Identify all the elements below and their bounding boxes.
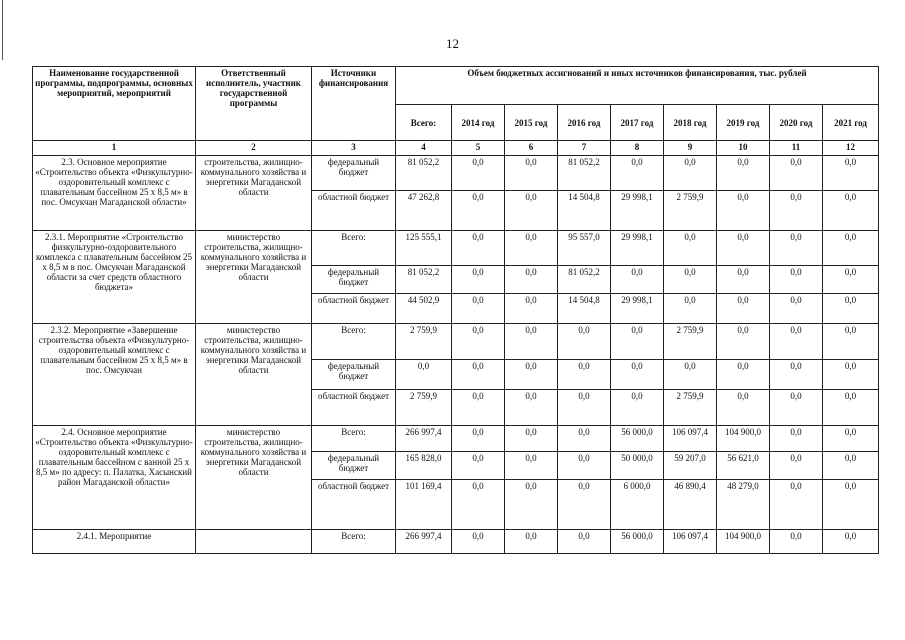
- year-value: 0,0: [770, 530, 823, 554]
- year-value: 0,0: [452, 266, 505, 294]
- year-value: 81 052,2: [558, 266, 611, 294]
- year-value: 6 000,0: [611, 480, 664, 530]
- year-value: 95 557,0: [558, 231, 611, 266]
- col-index: 5: [452, 141, 505, 156]
- year-value: 106 097,4: [664, 426, 717, 452]
- year-value: 0,0: [452, 530, 505, 554]
- year-value: 0,0: [505, 360, 558, 390]
- total-value: 81 052,2: [396, 266, 452, 294]
- year-value: 0,0: [823, 324, 879, 360]
- year-value: 0,0: [770, 231, 823, 266]
- year-value: 0,0: [558, 360, 611, 390]
- funding-source: Всего:: [312, 530, 396, 554]
- year-value: 0,0: [505, 231, 558, 266]
- year-value: 0,0: [664, 266, 717, 294]
- year-value: 0,0: [505, 191, 558, 231]
- executor: министерство строительства, жилищно-коммунального хозяйства и энергетики Магаданской области: [196, 231, 312, 324]
- budget-table-body: [33, 156, 879, 554]
- year-value: 0,0: [611, 390, 664, 426]
- year-value: 0,0: [823, 266, 879, 294]
- total-value: 165 828,0: [396, 452, 452, 480]
- executor: строительства, жилищно-коммунального хозяйства и энергетики Магаданской области: [196, 156, 312, 231]
- activity-name: 2.3.2. Мероприятие «Завершение строительства объекта «Физкультурно-оздоровительный комплекс с плавательным бассейном 25 х 8,5 м» в пос. Омсукчан: [33, 324, 196, 426]
- header-row: [33, 67, 879, 105]
- year-value: 0,0: [558, 426, 611, 452]
- year-value: 0,0: [664, 231, 717, 266]
- year-value: 0,0: [717, 156, 770, 191]
- year-value: 29 998,1: [611, 294, 664, 324]
- col-index: 6: [505, 141, 558, 156]
- activity-name: 2.3. Основное мероприятие «Строительство объекта «Физкультурно-оздоровительный комплекс с плавательным бассейном 25 х 8,5 м» в пос. Омсукчан Магаданской области»: [33, 156, 196, 231]
- year-value: 2 759,9: [664, 390, 717, 426]
- header-year: 2017 год: [611, 105, 664, 141]
- col-index: 11: [770, 141, 823, 156]
- header-volume: Объем бюджетных ассигнований и иных источников финансирования, тыс. рублей: [396, 67, 879, 105]
- year-value: 0,0: [770, 390, 823, 426]
- year-value: 0,0: [611, 324, 664, 360]
- header-year: 2016 год: [558, 105, 611, 141]
- year-value: 0,0: [717, 360, 770, 390]
- budget-table: [32, 66, 879, 554]
- col-index: 3: [312, 141, 396, 156]
- year-value: 0,0: [505, 480, 558, 530]
- year-value: 56 000,0: [611, 426, 664, 452]
- funding-source: Всего:: [312, 324, 396, 360]
- year-value: 0,0: [664, 360, 717, 390]
- header-year: 2014 год: [452, 105, 505, 141]
- year-value: 0,0: [505, 390, 558, 426]
- year-value: 104 900,0: [717, 530, 770, 554]
- year-value: 0,0: [505, 294, 558, 324]
- year-value: 0,0: [611, 266, 664, 294]
- year-value: 0,0: [558, 452, 611, 480]
- col-index: 9: [664, 141, 717, 156]
- table-row: [33, 231, 879, 266]
- funding-source: федеральный бюджет: [312, 452, 396, 480]
- year-value: 29 998,1: [611, 231, 664, 266]
- activity-name: 2.4.1. Мероприятие: [33, 530, 196, 554]
- year-value: 0,0: [505, 156, 558, 191]
- col-index: 8: [611, 141, 664, 156]
- year-value: 0,0: [770, 452, 823, 480]
- year-value: 50 000,0: [611, 452, 664, 480]
- year-value: 0,0: [558, 530, 611, 554]
- activity-name: 2.4. Основное мероприятие «Строительство объекта «Физкультурно-оздоровительный комплекс с плавательным бассейном с ванной 25 х 8,5 м» по адресу: п. Палатка, Хасынский район Магаданской области»: [33, 426, 196, 530]
- year-value: 0,0: [452, 360, 505, 390]
- header-year: 2015 год: [505, 105, 558, 141]
- year-value: 0,0: [505, 530, 558, 554]
- header-executor: Ответственный исполнитель, участник государственной программы: [196, 67, 312, 141]
- year-value: 0,0: [558, 390, 611, 426]
- year-value: 59 207,0: [664, 452, 717, 480]
- funding-source: Всего:: [312, 426, 396, 452]
- year-value: 0,0: [452, 294, 505, 324]
- total-value: 0,0: [396, 360, 452, 390]
- total-value: 81 052,2: [396, 156, 452, 191]
- year-value: 2 759,9: [664, 324, 717, 360]
- year-value: 0,0: [717, 324, 770, 360]
- year-value: 0,0: [505, 266, 558, 294]
- year-value: 0,0: [558, 324, 611, 360]
- year-value: 0,0: [452, 452, 505, 480]
- year-value: 2 759,9: [664, 191, 717, 231]
- total-value: 125 555,1: [396, 231, 452, 266]
- total-value: 44 502,9: [396, 294, 452, 324]
- year-value: 0,0: [717, 390, 770, 426]
- year-value: 0,0: [717, 191, 770, 231]
- year-value: 0,0: [664, 294, 717, 324]
- executor: министерство строительства, жилищно-коммунального хозяйства и энергетики Магаданской области: [196, 324, 312, 426]
- year-value: 0,0: [717, 231, 770, 266]
- year-value: 0,0: [452, 324, 505, 360]
- year-value: 81 052,2: [558, 156, 611, 191]
- col-index: 12: [823, 141, 879, 156]
- year-value: 0,0: [770, 480, 823, 530]
- year-value: 0,0: [452, 231, 505, 266]
- funding-source: федеральный бюджет: [312, 360, 396, 390]
- header-year: 2018 год: [664, 105, 717, 141]
- total-value: 101 169,4: [396, 480, 452, 530]
- header-year: 2021 год: [823, 105, 879, 141]
- col-index: 7: [558, 141, 611, 156]
- funding-source: областной бюджет: [312, 390, 396, 426]
- column-index-row: [33, 141, 879, 156]
- year-value: 0,0: [558, 480, 611, 530]
- col-index: 4: [396, 141, 452, 156]
- year-value: 46 890,4: [664, 480, 717, 530]
- year-value: 0,0: [823, 390, 879, 426]
- year-value: 0,0: [452, 480, 505, 530]
- header-year: 2019 год: [717, 105, 770, 141]
- year-value: 0,0: [505, 426, 558, 452]
- total-value: 266 997,4: [396, 426, 452, 452]
- year-value: 48 279,0: [717, 480, 770, 530]
- year-value: 0,0: [452, 191, 505, 231]
- funding-source: областной бюджет: [312, 480, 396, 530]
- year-value: 0,0: [823, 360, 879, 390]
- year-value: 104 900,0: [717, 426, 770, 452]
- table-row: [33, 324, 879, 360]
- year-value: 0,0: [823, 452, 879, 480]
- year-value: 0,0: [823, 231, 879, 266]
- funding-source: федеральный бюджет: [312, 266, 396, 294]
- year-value: 0,0: [823, 530, 879, 554]
- page-number: 12: [446, 36, 459, 51]
- year-value: 0,0: [611, 156, 664, 191]
- year-value: 0,0: [770, 156, 823, 191]
- year-value: 0,0: [664, 156, 717, 191]
- year-value: 56 621,0: [717, 452, 770, 480]
- year-value: 0,0: [452, 426, 505, 452]
- executor: [196, 530, 312, 554]
- year-value: 0,0: [611, 360, 664, 390]
- table-row: [33, 530, 879, 554]
- total-value: 2 759,9: [396, 390, 452, 426]
- table-row: [33, 426, 879, 452]
- header-year: Всего:: [396, 105, 452, 141]
- year-value: 0,0: [770, 294, 823, 324]
- total-value: 47 262,8: [396, 191, 452, 231]
- funding-source: областной бюджет: [312, 191, 396, 231]
- year-value: 0,0: [770, 360, 823, 390]
- year-value: 0,0: [823, 156, 879, 191]
- year-value: 0,0: [823, 426, 879, 452]
- year-value: 0,0: [452, 390, 505, 426]
- header-program: Наименование государственной программы, подпрограммы, основных мероприятий, мероприятий: [33, 67, 196, 141]
- year-value: 0,0: [823, 480, 879, 530]
- year-value: 0,0: [717, 266, 770, 294]
- year-value: 14 504,8: [558, 294, 611, 324]
- total-value: 266 997,4: [396, 530, 452, 554]
- year-value: 0,0: [770, 324, 823, 360]
- header-year: 2020 год: [770, 105, 823, 141]
- year-value: 56 000,0: [611, 530, 664, 554]
- col-index: 2: [196, 141, 312, 156]
- funding-source: Всего:: [312, 231, 396, 266]
- year-value: 0,0: [823, 191, 879, 231]
- year-value: 0,0: [505, 452, 558, 480]
- executor: министерство строительства, жилищно-коммунального хозяйства и энергетики Магаданской области: [196, 426, 312, 530]
- year-value: 0,0: [717, 294, 770, 324]
- funding-source: федеральный бюджет: [312, 156, 396, 191]
- year-value: 29 998,1: [611, 191, 664, 231]
- year-value: 0,0: [505, 324, 558, 360]
- activity-name: 2.3.1. Мероприятие «Строительство физкультурно-оздоровительного комплекса с плавательным бассейном 25 х 8,5 м в пос. Омсукчан Магаданской области за счет средств областного бюджета»: [33, 231, 196, 324]
- year-value: 0,0: [823, 294, 879, 324]
- col-index: 1: [33, 141, 196, 156]
- year-value: 0,0: [770, 266, 823, 294]
- year-value: 14 504,8: [558, 191, 611, 231]
- year-value: 0,0: [770, 426, 823, 452]
- table-row: [33, 156, 879, 191]
- col-index: 10: [717, 141, 770, 156]
- year-value: 0,0: [452, 156, 505, 191]
- funding-source: областной бюджет: [312, 294, 396, 324]
- year-value: 0,0: [770, 191, 823, 231]
- total-value: 2 759,9: [396, 324, 452, 360]
- year-value: 106 097,4: [664, 530, 717, 554]
- header-sources: Источники финансирования: [312, 67, 396, 141]
